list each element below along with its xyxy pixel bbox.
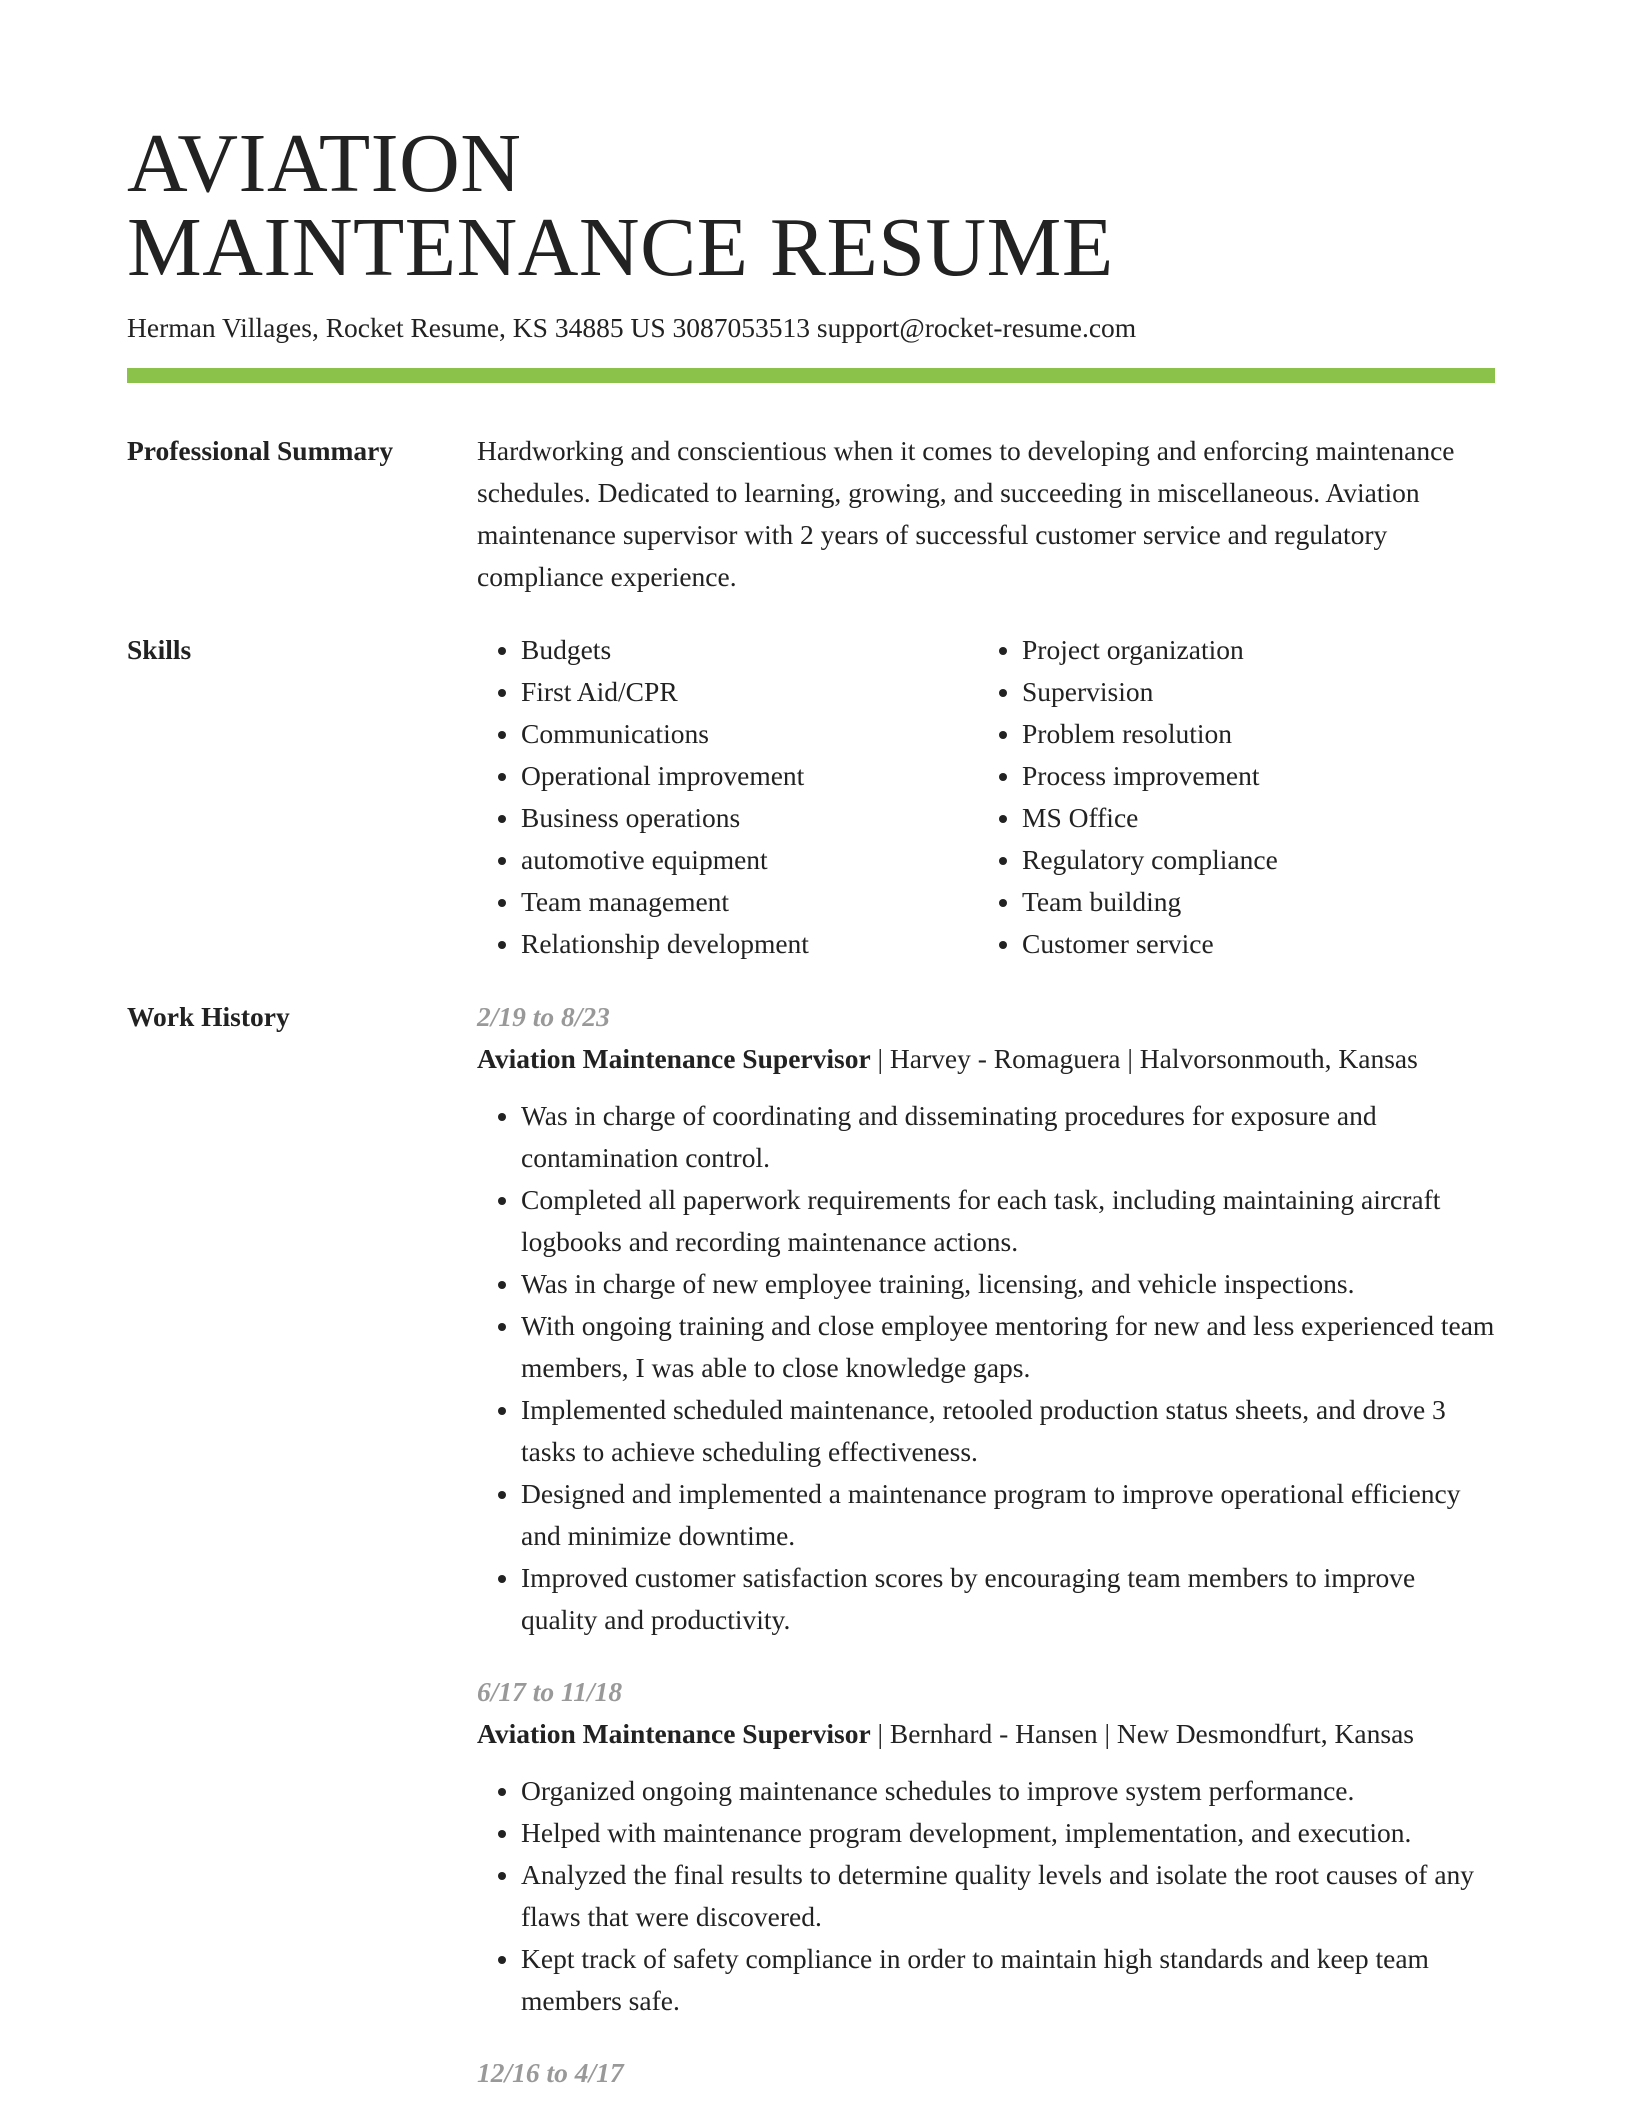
skill-item: • Project organization [1022, 629, 1479, 671]
skill-item: • Business operations [521, 797, 978, 839]
skill-item: • Process improvement [1022, 755, 1479, 797]
job-bullet: • With ongoing training and close employee mentoring for new and less experienced team members, I was able to close knowledge gaps. [521, 1305, 1495, 1389]
job-separator: | [870, 1043, 890, 1074]
resume-header [127, 117, 1495, 346]
section-label-skills: Skills [127, 634, 192, 665]
job-bullet: • Helped with maintenance program development, implementation, and execution. [521, 1812, 1495, 1854]
title-line-1: AVIATION [127, 117, 522, 210]
section-label-summary: Professional Summary [127, 435, 394, 466]
skill-item: • Regulatory compliance [1022, 839, 1479, 881]
skills-list-right [978, 629, 1479, 965]
contact-info: Herman Villages, Rocket Resume, KS 34885 US 3087053513 support@rocket-resume.com [127, 312, 1137, 343]
job-title: Aviation Maintenance Supervisor [477, 1718, 871, 1749]
job-location: New Desmondfurt, Kansas [1116, 1718, 1414, 1749]
job-separator: | [1120, 1043, 1140, 1074]
job-dates: 6/17 to 11/18 [477, 1676, 623, 1707]
skill-item: • automotive equipment [521, 839, 978, 881]
job-bullet: • Was in charge of new employee training, licensing, and vehicle inspections. [521, 1263, 1495, 1305]
skill-item: • Supervision [1022, 671, 1479, 713]
job-bullet: • Completed all paperwork requirements for each task, including maintaining aircraft logbooks and recording maintenance actions. [521, 1179, 1495, 1263]
job-bullet: • Analyzed the final results to determine quality levels and isolate the root causes of any flaws that were discovered. [521, 1854, 1495, 1938]
skill-item: • Operational improvement [521, 755, 978, 797]
job-dates: 2/19 to 8/23 [477, 1001, 610, 1032]
skills-list-left [477, 629, 978, 965]
job-bullets [477, 1770, 1495, 2022]
resume-title [127, 117, 1495, 294]
work-history-body [477, 996, 1495, 2124]
section-label-work-history: Work History [127, 1001, 290, 1032]
skill-item: • MS Office [1022, 797, 1479, 839]
job-heading [477, 1038, 1495, 1080]
job-separator: | [870, 1718, 890, 1749]
job-bullet: • Designed and implemented a maintenance program to improve operational efficiency and minimize downtime. [521, 1473, 1495, 1557]
accent-divider [127, 368, 1495, 383]
job-bullet: • Kept track of safety compliance in order to maintain high standards and keep team members safe. [521, 1938, 1495, 2022]
summary-text: Hardworking and conscientious when it comes to developing and enforcing maintenance schedules. Dedicated to learning, growing, and succeeding in miscellaneous. Aviation maintenance supervisor with 2 years of successful customer service and regulatory compliance experience. [477, 435, 1455, 592]
job-dates: 12/16 to 4/17 [477, 2057, 624, 2088]
skill-item: • First Aid/CPR [521, 671, 978, 713]
job-company: Bernhard - Hansen [889, 1718, 1098, 1749]
job-company: Harvey - Romaguera [889, 1043, 1121, 1074]
skill-item: • Team building [1022, 881, 1479, 923]
skill-item: • Problem resolution [1022, 713, 1479, 755]
summary-body [477, 430, 1495, 598]
job-bullet: • Improved customer satisfaction scores by encouraging team members to improve quality and productivity. [521, 1557, 1495, 1641]
job-bullet: • Implemented scheduled maintenance, retooled production status sheets, and drove 3 tasks to achieve scheduling effectiveness. [521, 1389, 1495, 1473]
job-entry [477, 2052, 1495, 2094]
skills-columns [477, 629, 1495, 965]
job-entry [477, 1671, 1495, 2022]
skill-item: • Team management [521, 881, 978, 923]
skill-item: • Budgets [521, 629, 978, 671]
job-entry [477, 996, 1495, 1641]
title-line-2: MAINTENANCE RESUME [127, 201, 1114, 294]
job-bullets [477, 1095, 1495, 1641]
job-location: Halvorsonmouth, Kansas [1139, 1043, 1418, 1074]
job-bullet: • Organized ongoing maintenance schedules to improve system performance. [521, 1770, 1495, 1812]
skill-item: • Customer service [1022, 923, 1479, 965]
job-title: Aviation Maintenance Supervisor [477, 1043, 871, 1074]
skill-item: • Communications [521, 713, 978, 755]
skill-item: • Relationship development [521, 923, 978, 965]
job-bullet: • Was in charge of coordinating and disseminating procedures for exposure and contamination control. [521, 1095, 1495, 1179]
job-separator: | [1097, 1718, 1117, 1749]
job-heading [477, 1713, 1495, 1755]
